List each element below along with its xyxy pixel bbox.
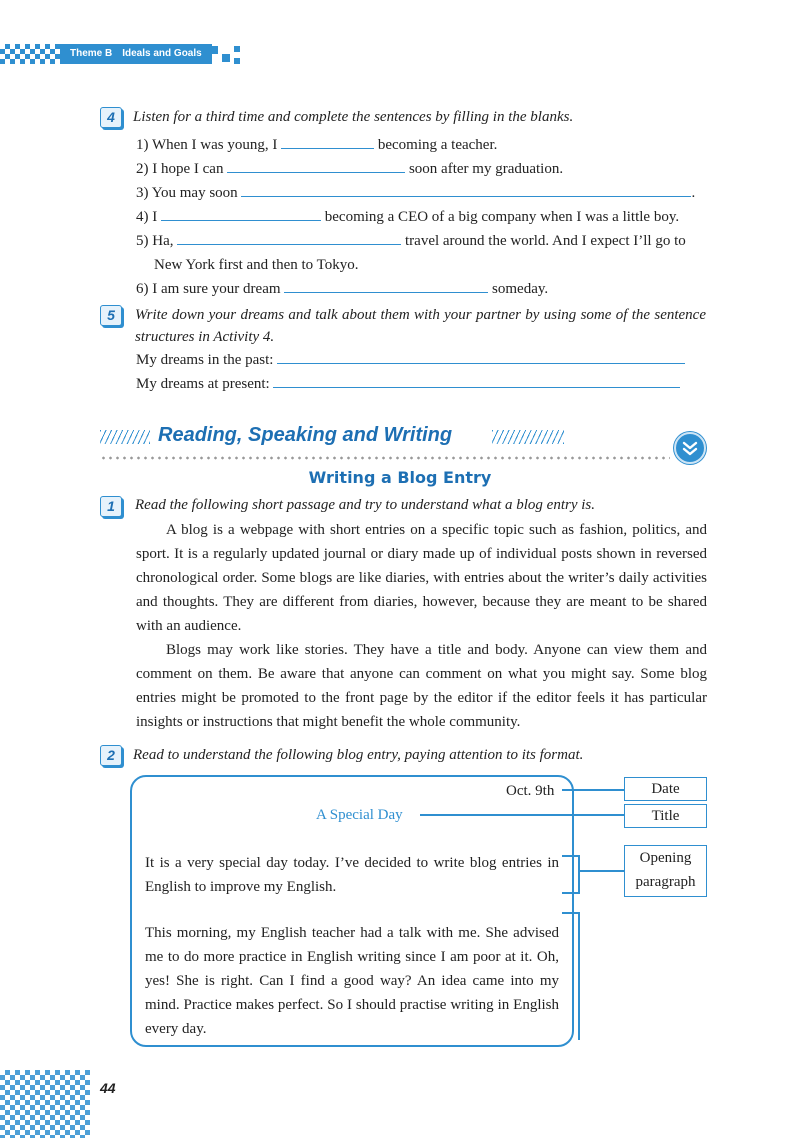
activity-4-item-2: 2) I hope I can soon after my graduation. <box>136 157 563 181</box>
activity-2-instruction: Read to understand the following blog entry, paying attention to its format. <box>133 747 584 763</box>
answer-blank-1[interactable] <box>281 133 374 149</box>
answer-blank-3[interactable] <box>241 181 691 197</box>
dreams-present-row <box>136 372 680 396</box>
activity-4-item-5-cont: New York first and then to Tokyo. <box>154 257 359 273</box>
activity-1-number: 1 <box>100 496 122 517</box>
passage-paragraph-1: A blog is a webpage with short entries on a specific topic such as fashion, politics, and sport. It is a regularly updated journal or diary made up of individual posts shown in reversed chronological order. Some blogs are like diaries, with entries about the writer’s daily activities and thoughts. They are different from diaries, however, because they are meant to be shared with an audience. <box>136 522 707 634</box>
section-hatch-right <box>492 430 564 444</box>
activity-4-number: 4 <box>100 107 122 128</box>
activity-4-item-5: 5) Ha, travel around the world. And I expect I’ll go to <box>136 229 686 253</box>
blog-title: A Special Day <box>316 807 403 823</box>
label-date: Date <box>624 777 707 801</box>
dreams-past-field[interactable] <box>277 348 685 364</box>
section-hatch-left <box>100 430 150 444</box>
blog-paragraph-1: It is a very special day today. I’ve decided to write blog entries in English to improve my English. <box>145 855 559 895</box>
header-theme-tag <box>60 44 212 64</box>
activity-4-instruction: Listen for a third time and complete the sentences by filling in the blanks. <box>133 109 574 125</box>
answer-blank-2[interactable] <box>227 157 405 173</box>
activity-4-item-4: 4) I becoming a CEO of a big company when I was a little boy. <box>136 205 679 229</box>
page-number: 44 <box>100 1080 116 1096</box>
section-dotted-divider <box>100 456 670 460</box>
section-subtitle: Writing a Blog Entry <box>308 468 492 487</box>
activity-5-number: 5 <box>100 305 122 326</box>
activity-1-instruction: Read the following short passage and try to understand what a blog entry is. <box>135 497 595 513</box>
chevron-down-icon <box>674 432 706 464</box>
dreams-present-field[interactable] <box>273 372 680 388</box>
answer-blank-6[interactable] <box>284 277 488 293</box>
header-theme: Theme B <box>70 48 113 59</box>
answer-blank-5[interactable] <box>177 229 401 245</box>
label-title: Title <box>624 804 707 828</box>
blog-date: Oct. 9th <box>506 783 555 799</box>
label-opening-paragraph: Opening paragraph <box>624 845 707 897</box>
dreams-past-row <box>136 348 685 372</box>
passage-paragraph-2: Blogs may work like stories. They have a title and body. Anyone can view them and comment on them. Be aware that anyone can comment on what you might say. Some blog entries might be promoted to the front page by the editor if the editor feels it has particular insights or instructions that might benefit the whole community. <box>136 642 707 730</box>
blog-paragraph-2: This morning, my English teacher had a talk with me. She advised me to do more practice in English writing since I am poor at it. Oh, yes! She is right. Can I find a good way? An idea came into my mind. Practice makes perfect. So I should practise writing in English every day. <box>145 925 559 1037</box>
activity-4-item-3: 3) You may soon . <box>136 181 695 205</box>
answer-blank-4[interactable] <box>161 205 321 221</box>
section-title: Reading, Speaking and Writing <box>158 424 453 446</box>
activity-5-instruction: Write down your dreams and talk about them with your partner by using some of the sentence structures in Activity 4. <box>135 307 706 345</box>
dreams-present-label: My dreams at present: <box>136 376 270 392</box>
activity-2-number: 2 <box>100 745 122 766</box>
activity-4-item-6: 6) I am sure your dream someday. <box>136 277 548 301</box>
activity-4-item-1: 1) When I was young, I becoming a teacher. <box>136 133 497 157</box>
header-title: Ideals and Goals <box>122 48 202 59</box>
dreams-past-label: My dreams in the past: <box>136 352 274 368</box>
